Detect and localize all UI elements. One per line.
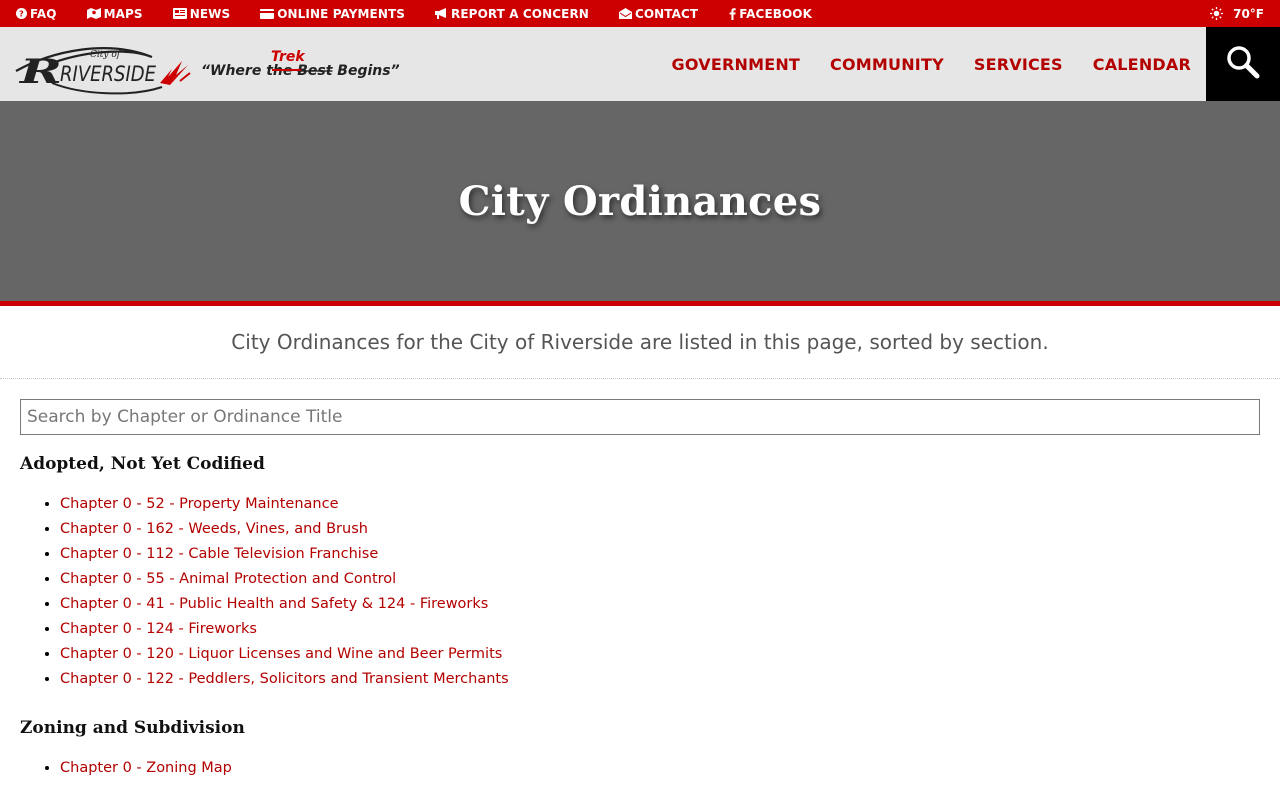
list-item <box>60 620 1260 645</box>
logo-city-name: RIVERSIDE <box>60 62 157 86</box>
news-label: NEWS <box>189 6 231 21</box>
report-concern-label: REPORT A CONCERN <box>451 6 589 21</box>
newspaper-icon <box>173 8 187 20</box>
credit-card-icon <box>260 8 274 20</box>
ordinance-link[interactable]: Chapter 0 - 162 - Weeds, Vines, and Brush <box>60 521 368 537</box>
map-icon <box>87 8 101 20</box>
news-link[interactable] <box>173 7 231 21</box>
nav-community[interactable]: COMMUNITY <box>830 54 944 74</box>
facebook-label: FACEBOOK <box>739 6 812 21</box>
list-item <box>60 495 1260 520</box>
ordinance-link[interactable]: Chapter 0 - 52 - Property Maintenance <box>60 496 339 512</box>
online-payments-link[interactable] <box>260 7 405 21</box>
online-payments-label: ONLINE PAYMENTS <box>277 6 406 21</box>
megaphone-icon <box>435 8 448 20</box>
contact-label: CONTACT <box>634 6 699 21</box>
ordinance-link[interactable]: Chapter 0 - 124 - Fireworks <box>60 621 257 637</box>
ordinance-link[interactable]: Chapter 0 - 122 - Peddlers, Solicitors and Transient Merchants <box>60 671 509 687</box>
envelope-icon <box>619 8 632 20</box>
facebook-icon <box>728 8 736 20</box>
sun-icon <box>1210 7 1223 20</box>
tagline-pre: “Where the <box>201 63 298 79</box>
ordinance-link[interactable]: Chapter 0 - Zoning Map <box>60 760 232 776</box>
report-concern-link[interactable] <box>435 7 589 21</box>
weather-temp: 70°F <box>1233 6 1264 21</box>
weather-widget <box>1210 0 1264 27</box>
list-item <box>60 595 1260 620</box>
tagline-post: Begins” <box>332 63 400 79</box>
logo-small-text: City of <box>90 50 121 60</box>
list-item <box>60 570 1260 595</box>
nav-government[interactable]: GOVERNMENT <box>671 54 801 74</box>
nav-services[interactable]: SERVICES <box>973 54 1063 74</box>
city-logo[interactable] <box>12 31 400 97</box>
list-item <box>60 759 1260 784</box>
question-icon <box>15 8 27 20</box>
page-title: City Ordinances <box>458 177 822 225</box>
ordinance-link[interactable]: Chapter 0 - 120 - Liquor Licenses and Wine and Beer Permits <box>60 646 503 662</box>
list-item <box>60 520 1260 545</box>
search-icon <box>1226 45 1260 84</box>
section-heading: Zoning and Subdivision <box>20 718 245 738</box>
tagline-struck-word: Best <box>297 63 333 79</box>
tagline-insert-word: Trek <box>271 49 305 65</box>
list-item <box>60 670 1260 695</box>
intro-text: City Ordinances for the City of Riverside are listed in this page, sorted by section. <box>231 330 1049 354</box>
contact-link[interactable] <box>619 7 698 21</box>
ordinance-link[interactable]: Chapter 0 - 41 - Public Health and Safety & 124 - Fireworks <box>60 596 489 612</box>
utility-links <box>0 0 842 27</box>
maps-link[interactable] <box>87 7 143 21</box>
ordinance-link[interactable]: Chapter 0 - 112 - Cable Television Franchise <box>60 546 379 562</box>
faq-link[interactable] <box>15 7 57 21</box>
ordinance-list <box>20 759 1260 784</box>
list-item <box>60 645 1260 670</box>
section-zoning <box>20 715 1260 784</box>
ordinance-list <box>20 495 1260 695</box>
page-hero <box>0 101 1280 301</box>
facebook-link[interactable] <box>728 7 812 21</box>
ordinance-link[interactable]: Chapter 0 - 55 - Animal Protection and Control <box>60 571 397 587</box>
svg-text:?: ? <box>18 8 24 19</box>
intro-section <box>0 306 1280 379</box>
svg-text:R: R <box>18 52 62 92</box>
ordinance-sections <box>20 451 1260 784</box>
main-nav <box>642 27 1191 101</box>
section-adopted <box>20 451 1260 695</box>
site-header <box>0 27 1280 101</box>
faq-label: FAQ <box>30 6 57 21</box>
search-button[interactable] <box>1206 27 1280 101</box>
nav-calendar[interactable]: CALENDAR <box>1092 54 1191 74</box>
list-item <box>60 545 1260 570</box>
section-heading: Adopted, Not Yet Codified <box>20 454 265 474</box>
utility-bar <box>0 0 1280 27</box>
maps-label: MAPS <box>103 6 143 21</box>
ordinance-search-input[interactable] <box>20 399 1260 435</box>
